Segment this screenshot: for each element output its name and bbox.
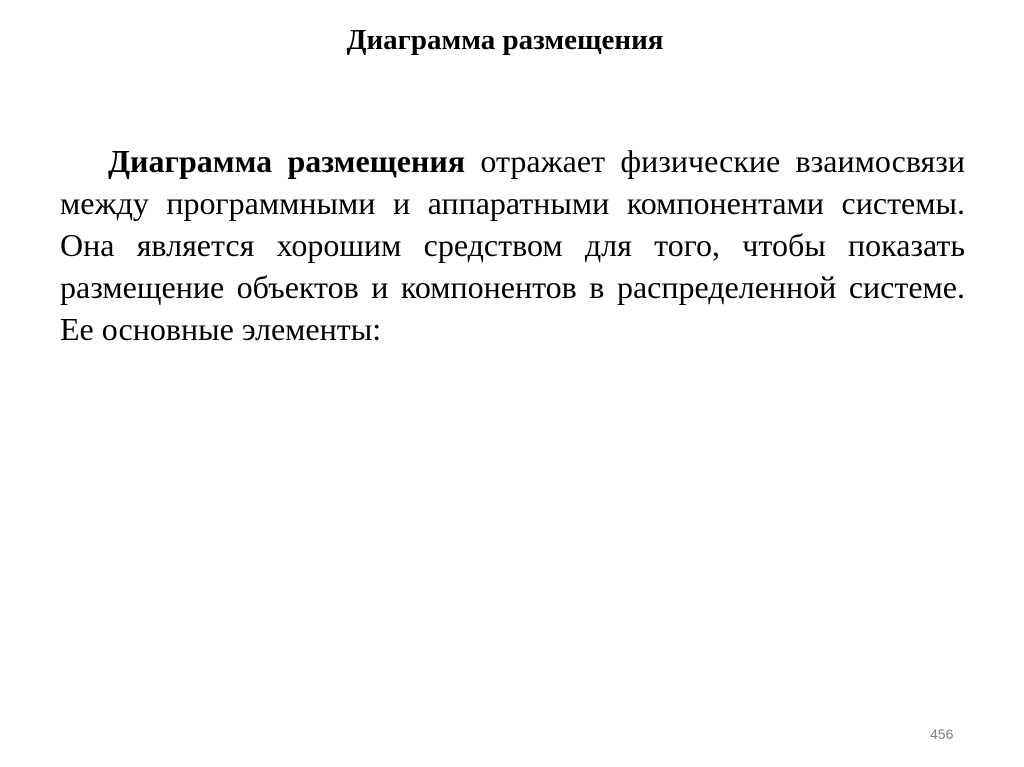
slide-title: Диаграмма размещения [346,24,664,56]
page-number: 456 [930,726,954,742]
slide-body-paragraph [60,140,965,350]
paragraph-text: отражает физические взаимосвязи между программными и аппаратными компонентами системы. Она является хорошим средством для того, чтобы показать размещение объектов и компонентов в распределенной системе. Ее основные элементы: [60,143,966,347]
bold-term: Диаграмма размещения [108,143,466,179]
